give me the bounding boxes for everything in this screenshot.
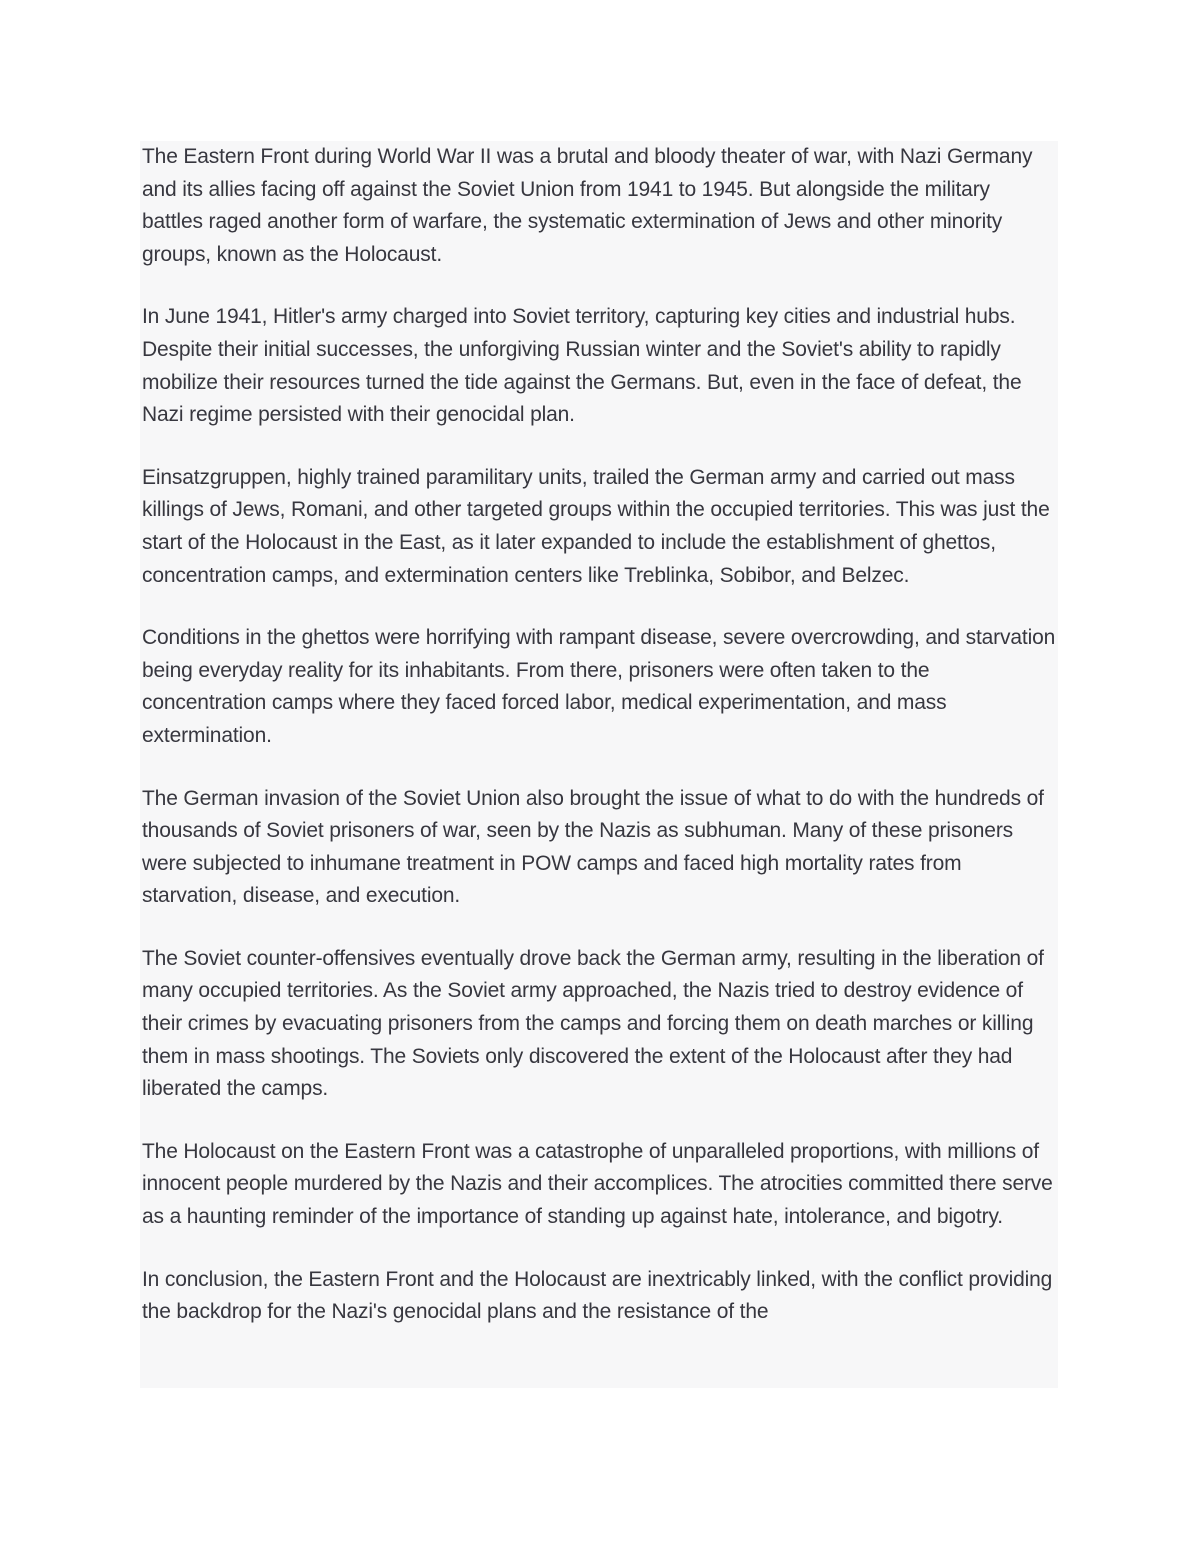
- paragraph-8: In conclusion, the Eastern Front and the Holocaust are inextricably linked, with the conflict providing the backdrop for the Nazi's genocidal plans and the resistance of the: [142, 1267, 1053, 1324]
- text-block: [140, 141, 1058, 1388]
- paragraph-6: The Soviet counter-offensives eventually drove back the German army, resulting in the liberation of many occupied territories. As the Soviet army approached, the Nazis tried to destroy evidence of their crimes by evacuating prisoners from the camps and forcing them on death marches or killing them in mass shootings. The Soviets only discovered the extent of the Holocaust after they had liberated the camps.: [142, 946, 1044, 1101]
- paragraph-7: The Holocaust on the Eastern Front was a catastrophe of unparalleled proportions, with millions of innocent people murdered by the Nazis and their accomplices. The atrocities committed there serve as a haunting reminder of the importance of standing up against hate, intolerance, and bigotry.: [142, 1139, 1053, 1229]
- paragraph-2: In June 1941, Hitler's army charged into Soviet territory, capturing key cities and industrial hubs. Despite their initial successes, the unforgiving Russian winter and the Soviet's ability to rapidly mobilize their resources turned the tide against the Germans. But, even in the face of defeat, the Nazi regime persisted with their genocidal plan.: [142, 305, 1022, 427]
- paragraph-4: Conditions in the ghettos were horrifying with rampant disease, severe overcrowding, and starvation being everyday reality for its inhabitants. From there, prisoners were often taken to the concentration camps where they faced forced labor, medical experimentation, and mass extermination.: [142, 626, 1056, 747]
- paragraph-5: The German invasion of the Soviet Union also brought the issue of what to do with the hundreds of thousands of Soviet prisoners of war, seen by the Nazis as subhuman. Many of these prisoners were subjected to inhumane treatment in POW camps and faced high mortality rates from starvation, disease, and execution.: [142, 786, 1044, 908]
- paragraph-3: Einsatzgruppen, highly trained paramilitary units, trailed the German army and carried out mass killings of Jews, Romani, and other targeted groups within the occupied territories. This was just the start of the Holocaust in the East, as it later expanded to include the establishment of ghettos, concentration camps, and extermination centers like Treblinka, Sobibor, and Belzec.: [142, 465, 1050, 587]
- paragraph-1: The Eastern Front during World War II was a brutal and bloody theater of war, with Nazi Germany and its allies facing off against the Soviet Union from 1941 to 1945. But alongside the military battles raged another form of warfare, the systematic extermination of Jews and other minority groups, known as the Holocaust.: [142, 145, 1033, 266]
